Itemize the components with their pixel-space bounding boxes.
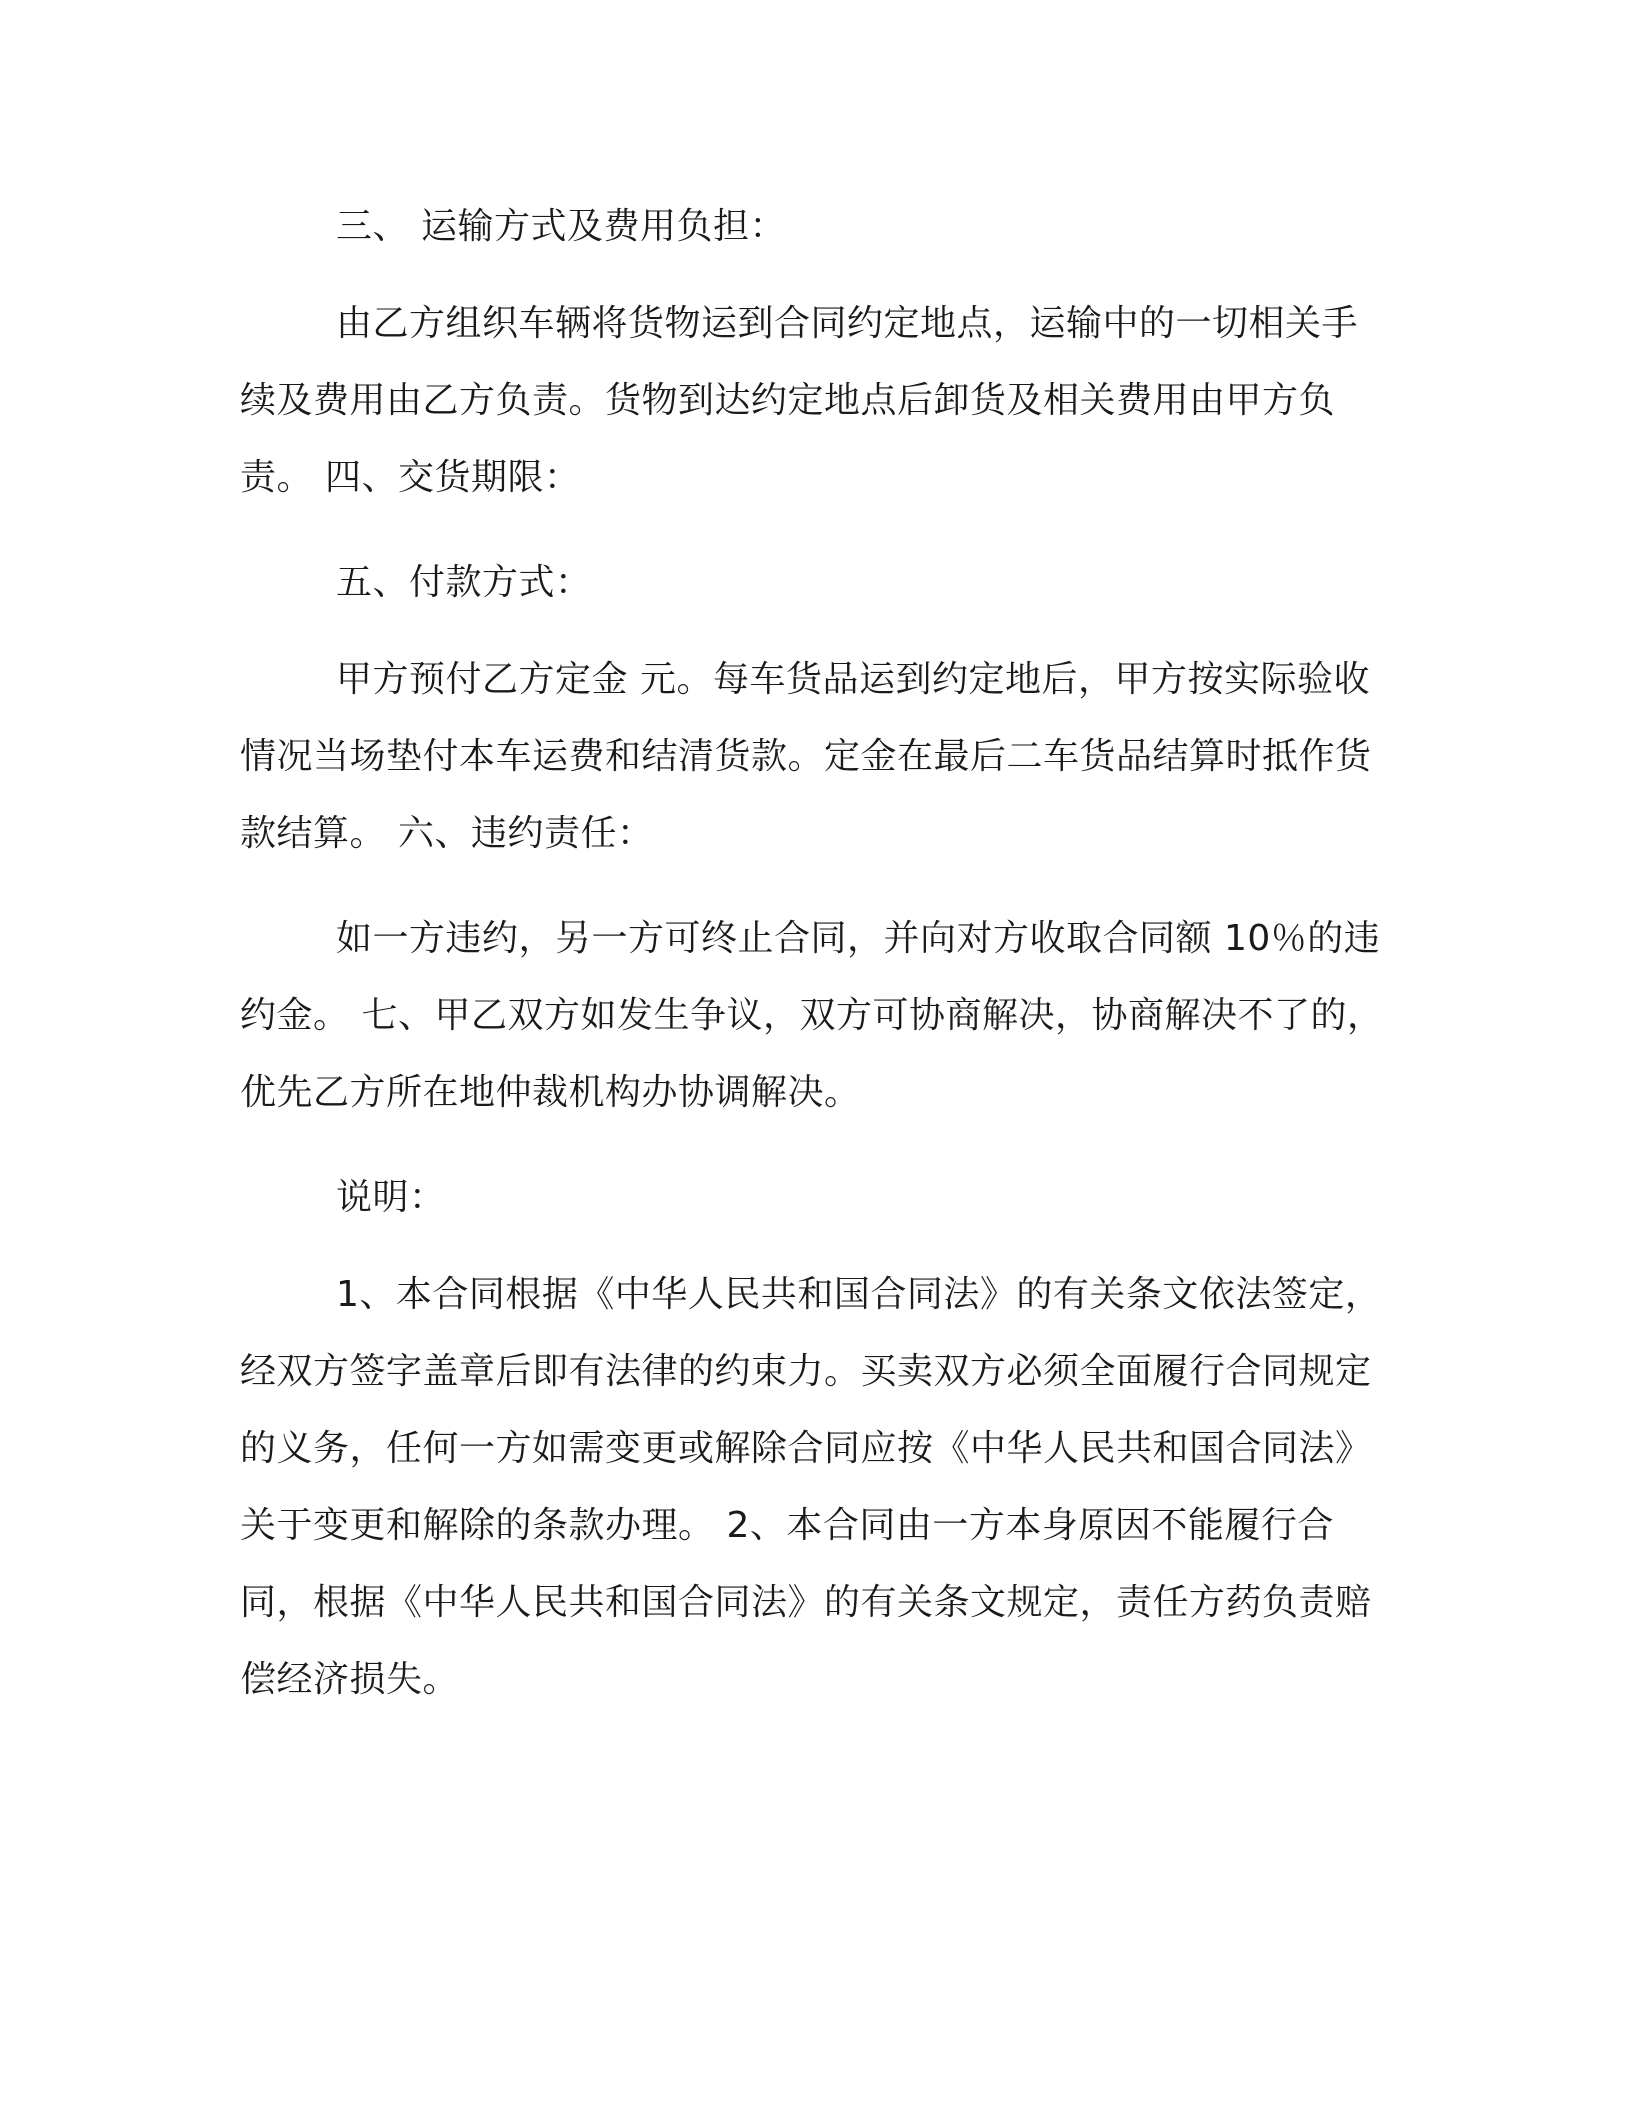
notes-heading: 说明： bbox=[336, 1177, 446, 1218]
section-transport-body: 由乙方组织车辆将货物运到合同约定地点，运输中的一切相关手续及费用由乙方负责。货物到达约定地点后卸货及相关费用由甲方负责。 四、交货期限： bbox=[240, 303, 1359, 498]
notes-body: 1、本合同根据《中华人民共和国合同法》的有关条文依法签定，经双方签字盖章后即有法律的约束力。买卖双方必须全面履行合同规定的义务，任何一方如需变更或解除合同应按《中华人民共和国合同法》关于变更和解除的条款办理。 2、本合同由一方本身原因不能履行合同，根据《中华人民共和国合同法》的有关条文规定，责任方药负责赔偿经济损失。 bbox=[240, 1274, 1382, 1700]
document-body bbox=[240, 188, 1390, 1746]
section-payment-body: 甲方预付乙方定金 元。每车货品运到约定地后，甲方按实际验收情况当场垫付本车运费和结清货款。定金在最后二车货品结算时抵作货款结算。 六、违约责任： bbox=[240, 659, 1372, 854]
section-payment-heading: 五、付款方式： bbox=[336, 562, 592, 603]
section-transport-heading: 三、 运输方式及费用负担： bbox=[336, 206, 786, 247]
section-breach-body: 如一方违约，另一方可终止合同，并向对方收取合同额 10％的违约金。 七、甲乙双方如发生争议，双方可协商解决，协商解决不了的，优先乙方所在地仲裁机构办协调解决。 bbox=[240, 918, 1384, 1113]
